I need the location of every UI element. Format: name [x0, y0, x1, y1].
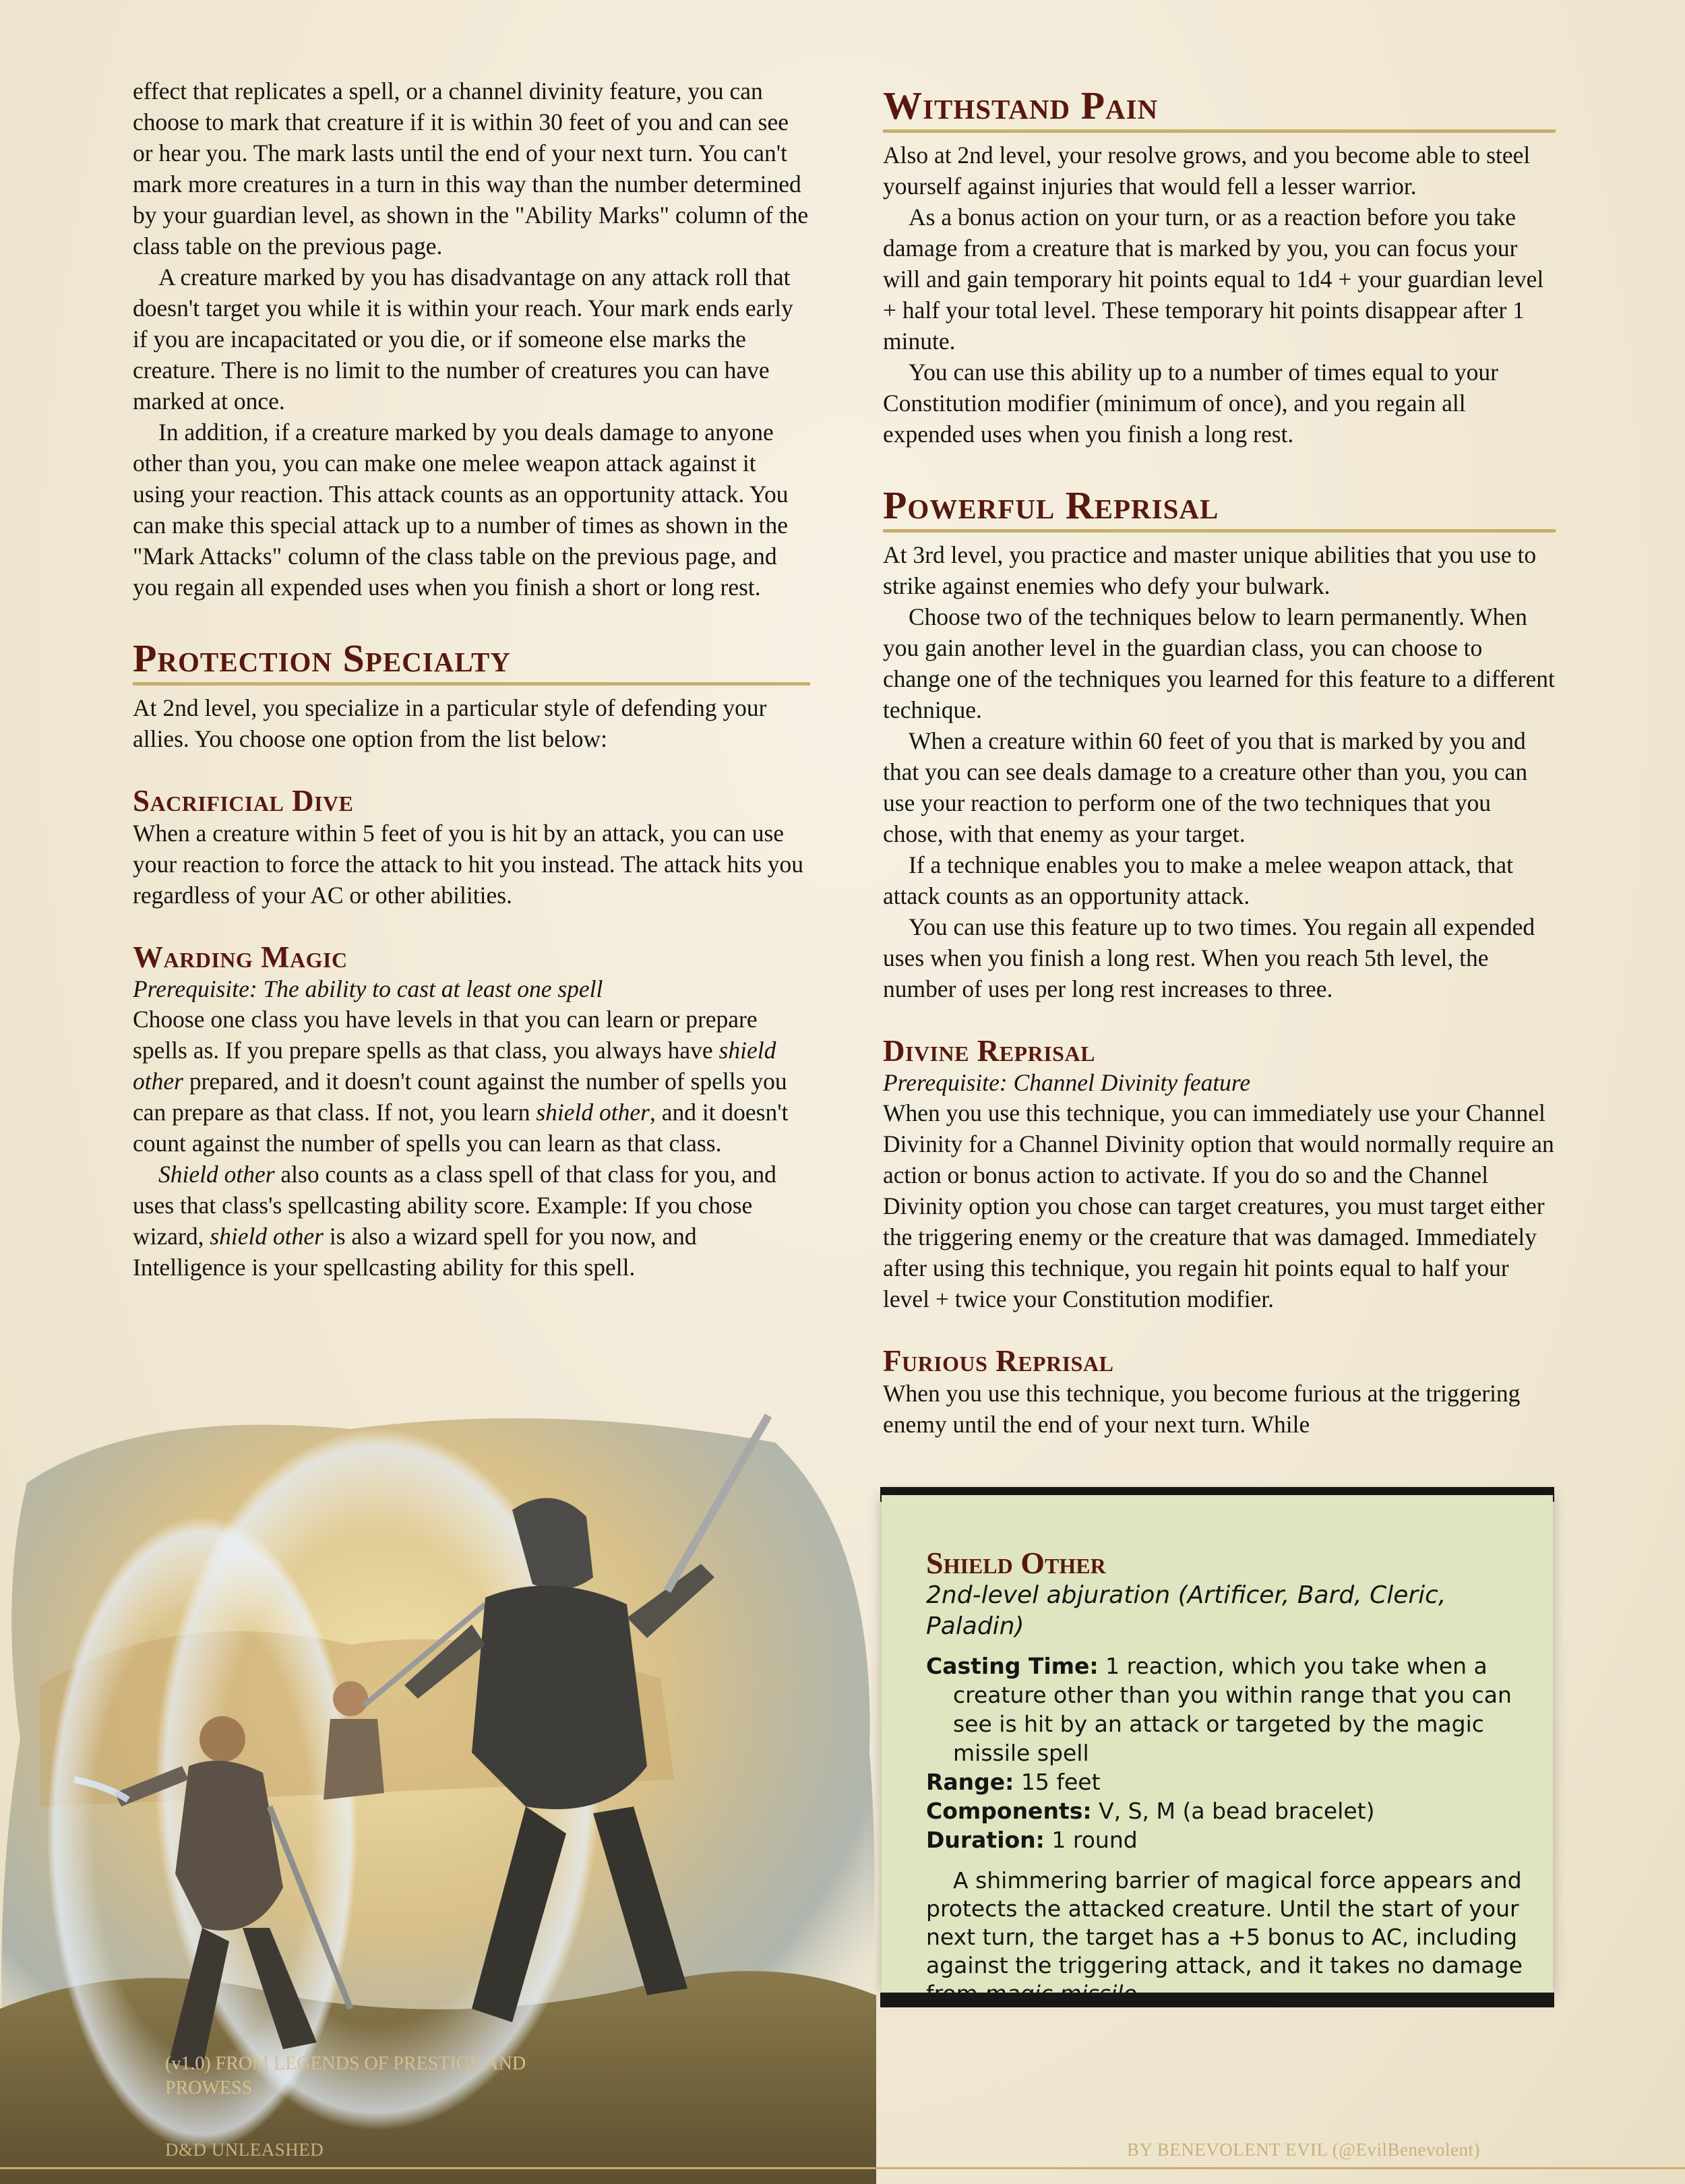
furious-reprisal-heading: Furious Reprisal	[883, 1344, 1114, 1378]
warding-magic-prereq: Prerequisite: The ability to cast at least one spell	[133, 975, 603, 1002]
footer-rule	[0, 2167, 1685, 2169]
reprisal-paragraph-1: At 3rd level, you practice and master unique abilities that you use to strike against enemies who defy your bulwark.	[883, 541, 1537, 599]
intro-paragraph-2: A creature marked by you has disadvantage on any attack roll that doesn't target you while it is within your reach. Your mark ends early if you are incapacitated or you die, or if someone else marks the creature. There is no limit to the number of creatures you can have marked at once.	[133, 264, 793, 415]
right-column	[883, 75, 1556, 1440]
withstand-paragraph-2: As a bonus action on your turn, or as a reaction before you take damage from a creature that is marked by you, you can focus your will and gain temporary hit points equal to 1d4 + your guardian level + half your total level. These temporary hit points disappear after 1 minute.	[883, 204, 1544, 355]
art-credit-note: (v1.0) FROM LEGENDS OF PRESTIGE AND PROWESS	[165, 2053, 526, 2098]
warding-magic-heading: Warding Magic	[133, 940, 348, 974]
spell-bottom-bar	[880, 1993, 1554, 2007]
shield-other-spell-block	[882, 1495, 1553, 1993]
intro-paragraph-3: In addition, if a creature marked by you deals damage to anyone other than you, you can make one melee weapon attack against it using your reaction. This attack counts as an opportunity attack. You can make this special attack up to a number of times as shown in the "Mark Attacks" column of the class table on the previous page, and you regain all expended uses when you finish a short or long rest.	[133, 419, 789, 601]
withstand-paragraph-3: You can use this ability up to a number of times equal to your Constitution modifier (minimum of once), and you regain all expended uses when you finish a long rest.	[883, 359, 1498, 448]
withstand-pain-heading: Withstand Pain	[883, 84, 1556, 133]
spell-description: A shimmering barrier of magical force appears and protects the attacked creature. Until the start of your next turn, the target has a +5 bonus to AC, including against the triggering attack, and it takes no damage	[926, 1867, 1523, 1978]
warding-magic-paragraph-1: Choose one class you have levels in that you can learn or prepare spells as. If you prepare spells as that class, you always have shield other prepared, and it doesn't count against the number of spells you can prepare as that class. If not, you learn shield other, and it doesn't count against the number of spells you can learn as that class.	[133, 1006, 789, 1157]
spell-subtitle: 2nd-level abjuration (Artificer, Bard, Cleric, Paladin)	[926, 1581, 1446, 1640]
footer-right: BY BENEVOLENT EVIL (@EvilBenevolent)	[1127, 2140, 1481, 2160]
spell-components: Components: V, S, M (a bead bracelet)	[926, 1798, 1375, 1824]
sacrificial-dive-text: When a creature within 5 feet of you is hit by an attack, you can use your reaction to force the attack to hit you instead. The attack hits you regardless of your AC or other abilities.	[133, 820, 804, 909]
divine-reprisal-heading: Divine Reprisal	[883, 1034, 1095, 1068]
reprisal-paragraph-5: You can use this feature up to two times. You regain all expended uses when you finish a long rest. When you reach 5th level, the number of uses per long rest increases to three.	[883, 913, 1535, 1002]
divine-reprisal-text: When you use this technique, you can immediately use your Channel Divinity for a Channel Divinity option that would normally require an action or bonus action to activate. If you do so and the Channel Divinity option you chose can target creatures, you must target either the triggering enemy or the creature that was damaged. Immediately after using this technique, you regain hit points equal to half your level + twice your Constitution modifier.	[883, 1099, 1554, 1312]
intro-paragraph-1: effect that replicates a spell, or a channel divinity feature, you can choose to mark that creature if it is within 30 feet of you and can see or hear you. The mark lasts until the end of your next turn. You can't mark more creatures in a turn in this way than the number determined by your guardian level, as shown in the "Ability Marks" column of the class table on the previous page.	[133, 78, 809, 260]
spell-duration: Duration: 1 round	[926, 1827, 1138, 1853]
spell-title: Shield Other	[926, 1546, 1106, 1580]
spell-range: Range: 15 feet	[926, 1769, 1101, 1795]
warding-magic-paragraph-2: Shield other also counts as a class spell of that class for you, and uses that class's spellcasting ability score. Example: If you chose wizard, shield other is also a wizard spell for you now, and Intelligence is your spellcasting ability for this spell.	[133, 1161, 776, 1281]
sacrificial-dive-heading: Sacrificial Dive	[133, 784, 354, 818]
powerful-reprisal-heading: Powerful Reprisal	[883, 483, 1556, 533]
spell-casting-time: Casting Time: 1 reaction, which you take when a creature other than you within range that you can see is hit by an attack or targeted by the magic missile spell	[926, 1653, 1512, 1766]
reprisal-paragraph-2: Choose two of the techniques below to learn permanently. When you gain another level in the guardian class, you can choose to change one of the techniques you learned for this feature to a different technique.	[883, 603, 1555, 723]
reprisal-paragraph-4: If a technique enables you to make a melee weapon attack, that attack counts as an opportunity attack.	[883, 851, 1513, 909]
protection-specialty-heading: Protection Specialty	[133, 636, 810, 686]
reprisal-paragraph-3: When a creature within 60 feet of you that is marked by you and that you can see deals damage to a creature other than you, you can use your reaction to perform one of the two techniques that you chose, with that enemy as your target.	[883, 727, 1528, 847]
footer-left: D&D UNLEASHED	[165, 2140, 324, 2160]
withstand-paragraph-1: Also at 2nd level, your resolve grows, and you become able to steel yourself against injuries that would fell a lesser warrior.	[883, 142, 1531, 200]
furious-reprisal-text: When you use this technique, you become furious at the triggering enemy until the end of your next turn. While	[883, 1380, 1521, 1438]
protection-specialty-text: At 2nd level, you specialize in a particular style of defending your allies. You choose one option from the list below:	[133, 694, 767, 752]
left-column	[133, 75, 810, 1283]
divine-reprisal-prereq: Prerequisite: Channel Divinity feature	[883, 1069, 1251, 1096]
